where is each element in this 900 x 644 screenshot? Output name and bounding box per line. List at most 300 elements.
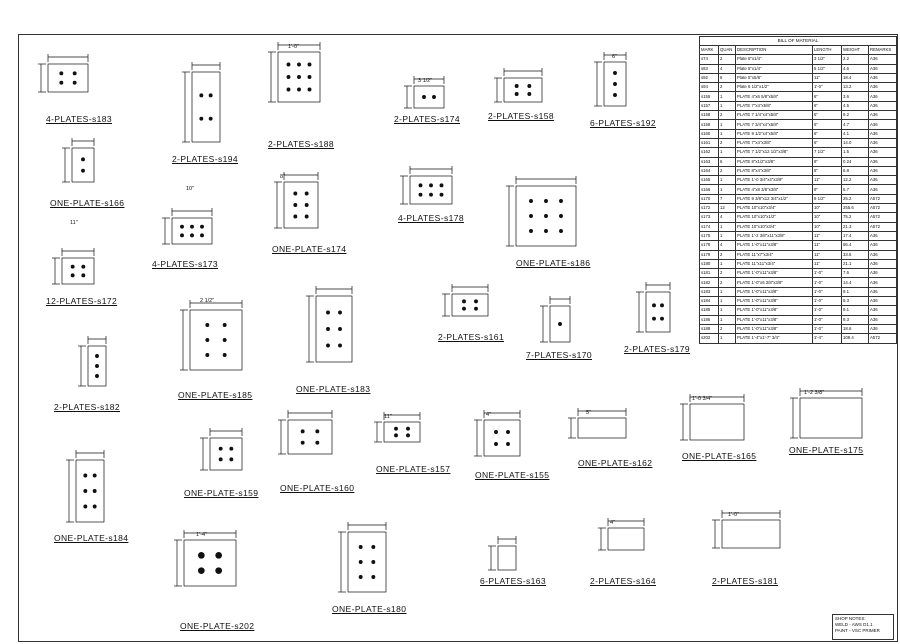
bom-cell: s157 <box>700 101 719 110</box>
bolt-hole <box>559 199 562 202</box>
bom-cell: s174 <box>700 222 719 231</box>
bolt-hole <box>71 265 74 268</box>
bolt-hole <box>180 225 183 228</box>
bolt-hole <box>297 75 300 78</box>
drawing-label: ONE-PLATE-s165 <box>682 451 757 461</box>
bolt-hole <box>223 323 226 326</box>
bolt-hole <box>60 72 63 75</box>
bolt-hole <box>206 353 209 356</box>
bom-cell: 1'-4" <box>813 334 842 343</box>
bom-cell: A36 <box>869 157 897 166</box>
drawing-label: ONE-PLATE-s160 <box>280 483 355 493</box>
bom-cell: s94 <box>700 83 719 92</box>
bolt-hole <box>528 92 531 95</box>
bom-cell: PLATE 1'-2 3/8"x11"x3/8" <box>736 231 813 240</box>
bom-cell: 7.6 <box>842 269 869 278</box>
bom-cell: 75.2 <box>842 213 869 222</box>
bom-cell: 4.6 <box>842 64 869 73</box>
plate-outline <box>722 520 780 548</box>
bom-cell: s182 <box>700 278 719 287</box>
bom-cell: 2 <box>719 278 736 287</box>
bom-cell: 2 <box>719 166 736 175</box>
drawing-label: ONE-PLATE-s162 <box>578 458 653 468</box>
drawing-label: 12-PLATES-s172 <box>46 296 118 306</box>
bom-cell: 1 <box>719 120 736 129</box>
bom-col-mark: MARK <box>700 46 719 55</box>
drawing-label: ONE-PLATE-s159 <box>184 488 259 498</box>
bolt-hole <box>429 193 432 196</box>
bom-cell: A36 <box>869 83 897 92</box>
bom-cell: s178 <box>700 241 719 250</box>
bom-cell: PLATE 9 3/8"x12 3/4"x1/2" <box>736 194 813 203</box>
bolt-hole <box>73 72 76 75</box>
bom-cell: 1'-0" <box>813 287 842 296</box>
plate-outline <box>192 72 220 142</box>
bom-cell: 3.6 <box>842 92 869 101</box>
bolt-hole <box>216 568 222 574</box>
plate-outline <box>410 176 452 204</box>
bom-cell: 13.2 <box>842 83 869 92</box>
bom-cell: 109.4 <box>842 334 869 343</box>
bom-col-length: LENGTH <box>813 46 842 55</box>
bolt-hole <box>297 63 300 66</box>
bom-cell: 5.7 <box>842 185 869 194</box>
bom-cell: 4.5 <box>842 101 869 110</box>
bom-cell: 11" <box>813 241 842 250</box>
bom-cell: 10" <box>813 213 842 222</box>
bom-cell: PLATE 10"x10"x3/4" <box>736 222 813 231</box>
bom-cell: 11" <box>813 250 842 259</box>
bom-cell: s172 <box>700 204 719 213</box>
bom-cell: PLATE 9 1/2"x4"x5/8" <box>736 129 813 138</box>
bom-cell: 1 <box>719 92 736 101</box>
bom-cell: 1 <box>719 231 736 240</box>
dimension-text: 1'-0" <box>288 44 299 50</box>
bom-cell: 4 <box>719 241 736 250</box>
bolt-hole <box>308 88 311 91</box>
bom-cell: PLATE 1'-0"x11"x3/8" <box>736 287 813 296</box>
bolt-hole <box>494 430 497 433</box>
bolt-hole <box>372 575 375 578</box>
bom-cell: A36 <box>869 176 897 185</box>
bolt-hole <box>440 184 443 187</box>
bolt-hole <box>613 71 616 74</box>
bolt-hole <box>429 184 432 187</box>
bom-cell: 17.4 <box>842 231 869 240</box>
bolt-hole <box>529 199 532 202</box>
bom-cell: s160 <box>700 129 719 138</box>
bom-cell: A36 <box>869 120 897 129</box>
bom-cell: 6 <box>719 157 736 166</box>
bom-cell: 4 <box>719 213 736 222</box>
bolt-hole <box>73 81 76 84</box>
dimension-text: 4" <box>610 520 616 526</box>
bom-cell: PLATE 11"x7"x3/4" <box>736 250 813 259</box>
bom-cell: s74 <box>700 55 719 64</box>
bolt-hole <box>544 199 547 202</box>
bolt-hole <box>372 545 375 548</box>
plate-outline <box>452 294 488 316</box>
bom-cell: s180 <box>700 259 719 268</box>
bom-cell: A36 <box>869 315 897 324</box>
bom-cell: 3 1/2" <box>813 55 842 64</box>
bom-cell: 9.2 <box>842 111 869 120</box>
bolt-hole <box>305 215 308 218</box>
bolt-hole <box>494 442 497 445</box>
bolt-hole <box>81 169 84 172</box>
drawing-label: 7-PLATES-s170 <box>526 350 592 360</box>
drawing-label: ONE-PLATE-s186 <box>516 258 591 268</box>
bom-cell: PLATE 10"x10"x3/4" <box>736 204 813 213</box>
bom-cell: 7 <box>719 194 736 203</box>
bolt-hole <box>338 327 341 330</box>
plate-outline <box>414 86 444 108</box>
bom-cell: PLATE 4"x8 3/8"x3/8" <box>736 185 813 194</box>
bom-cell: 6" <box>813 92 842 101</box>
bolt-hole <box>230 447 233 450</box>
bolt-hole <box>326 327 329 330</box>
bom-cell: 6" <box>813 111 842 120</box>
bom-cell: A36 <box>869 64 897 73</box>
bom-cell: 9 1/2" <box>813 194 842 203</box>
drawing-label: 6-PLATES-s192 <box>590 118 656 128</box>
bom-cell: s159 <box>700 120 719 129</box>
bolt-hole <box>506 430 509 433</box>
bom-cell: 8" <box>813 157 842 166</box>
bom-cell: 5 1/2" <box>813 64 842 73</box>
bom-cell: PLATE 11"x11"x3/4" <box>736 259 813 268</box>
bolt-hole <box>301 430 304 433</box>
bolt-hole <box>338 344 341 347</box>
bolt-hole <box>462 307 465 310</box>
bom-cell: 0.24 <box>842 157 869 166</box>
bolt-hole <box>294 192 297 195</box>
bom-cell: 2 <box>719 111 736 120</box>
bolt-hole <box>82 265 85 268</box>
bolt-hole <box>219 447 222 450</box>
bolt-hole <box>71 274 74 277</box>
bom-cell: PLATE 1'-0 3/4"x4"x3/8" <box>736 176 813 185</box>
shop-notes-weld: WELD - AWS D1.1 <box>835 622 873 627</box>
bolt-hole <box>206 338 209 341</box>
bolt-hole <box>200 234 203 237</box>
plate-outline <box>184 540 236 586</box>
drawing-label: 4-PLATES-s173 <box>152 259 218 269</box>
bolt-hole <box>216 552 222 558</box>
bom-cell: 1 <box>719 259 736 268</box>
bom-cell: 255.6 <box>842 204 869 213</box>
dimension-text: 1'-0" <box>728 512 739 518</box>
bom-cell: 1 <box>719 148 736 157</box>
bolt-hole <box>544 214 547 217</box>
bolt-hole <box>359 560 362 563</box>
bom-cell: 11" <box>813 73 842 82</box>
bolt-hole <box>529 229 532 232</box>
bolt-hole <box>81 158 84 161</box>
plate-outline <box>172 218 212 244</box>
bom-cell: 1 <box>719 129 736 138</box>
plate-outline <box>800 398 862 438</box>
bolt-hole <box>652 317 655 320</box>
dimension-text: 1'-4" <box>196 532 207 538</box>
dimension-text: 2 1/2" <box>200 298 215 304</box>
bom-cell: A36 <box>869 231 897 240</box>
plate-outline <box>288 420 332 454</box>
plate-outline <box>190 310 242 370</box>
drawing-label: ONE-PLATE-s174 <box>272 244 347 254</box>
bolt-hole <box>305 203 308 206</box>
drawing-label: ONE-PLATE-s202 <box>180 621 255 631</box>
shop-notes-paint: PAINT - VSC PRIMER <box>835 628 880 633</box>
bom-cell: s161 <box>700 138 719 147</box>
bom-cell: PLATE 1'-0"x11"x3/8" <box>736 241 813 250</box>
bolt-hole <box>219 458 222 461</box>
plate-outline <box>484 420 520 456</box>
drawing-label: ONE-PLATE-s183 <box>296 384 371 394</box>
bolt-hole <box>506 442 509 445</box>
bom-cell: A36 <box>869 250 897 259</box>
plate-outline <box>646 292 670 332</box>
bolt-hole <box>82 274 85 277</box>
bom-cell: 4 <box>719 64 736 73</box>
drawing-label: 2-PLATES-s174 <box>394 114 460 124</box>
bolt-hole <box>372 560 375 563</box>
bom-cell: 1'-0" <box>813 306 842 315</box>
drawing-label: 2-PLATES-s194 <box>172 154 238 164</box>
bom-cell: 11" <box>813 176 842 185</box>
bolt-hole <box>200 225 203 228</box>
bolt-hole <box>84 489 87 492</box>
bolt-hole <box>613 93 616 96</box>
drawing-label: ONE-PLATE-s155 <box>475 470 550 480</box>
bolt-hole <box>474 300 477 303</box>
bom-cell: 21.3 <box>842 222 869 231</box>
bolt-hole <box>419 184 422 187</box>
bolt-hole <box>338 311 341 314</box>
plate-outline <box>316 296 352 362</box>
bom-cell: 1'-0" <box>813 324 842 333</box>
bom-cell: Plate 6"x1/4" <box>736 55 813 64</box>
bom-cell: 9" <box>813 185 842 194</box>
drawing-label: ONE-PLATE-s175 <box>789 445 864 455</box>
drawing-label: 2-PLATES-s158 <box>488 111 554 121</box>
dimension-text: 6" <box>612 54 618 60</box>
bolt-hole <box>95 364 98 367</box>
bolt-hole <box>462 300 465 303</box>
bom-cell: A572 <box>869 334 897 343</box>
bom-cell: 2 <box>719 138 736 147</box>
plate-outline <box>72 148 94 182</box>
drawing-label: ONE-PLATE-s184 <box>54 533 129 543</box>
bom-cell: PLATE 1'-4"x1'-7" 3/4" <box>736 334 813 343</box>
plate-outline <box>504 78 542 102</box>
drawing-label: 2-PLATES-s179 <box>624 344 690 354</box>
plate-outline <box>690 404 744 440</box>
bom-cell: 1'-0" <box>813 83 842 92</box>
bom-col-description: DESCRIPTION <box>736 46 813 55</box>
bom-cell: 1 <box>719 185 736 194</box>
bolt-hole <box>305 192 308 195</box>
bom-cell: 2 <box>719 55 736 64</box>
plate-outline <box>210 438 242 470</box>
bom-cell: A572 <box>869 194 897 203</box>
bolt-hole <box>287 63 290 66</box>
bom-cell: 2 <box>719 250 736 259</box>
bom-cell: 1 <box>719 306 736 315</box>
bolt-hole <box>180 234 183 237</box>
bolt-hole <box>84 505 87 508</box>
bolt-hole <box>190 234 193 237</box>
drawing-label: 2-PLATES-s164 <box>590 576 656 586</box>
bom-cell: s181 <box>700 269 719 278</box>
bom-cell: PLATE 10"x10"x1/2" <box>736 213 813 222</box>
bom-cell: A36 <box>869 101 897 110</box>
shop-notes-title: SHOP NOTES: <box>835 616 866 621</box>
bom-cell: A36 <box>869 269 897 278</box>
bolt-hole <box>223 338 226 341</box>
bom-cell: 21.1 <box>842 259 869 268</box>
bolt-hole <box>394 427 397 430</box>
bolt-hole <box>93 505 96 508</box>
bolt-hole <box>652 304 655 307</box>
bom-cell: PLATE 1'-0"x11"x3/8" <box>736 315 813 324</box>
bolt-hole <box>200 117 203 120</box>
bom-cell: 1'-0" <box>813 315 842 324</box>
bom-cell: 1'-0" <box>813 269 842 278</box>
bom-cell: PLATE 1'-0"x11"x3/8" <box>736 269 813 278</box>
bom-cell: 1 <box>719 315 736 324</box>
bolt-hole <box>287 75 290 78</box>
bom-cell: Plate 5"x1/4" <box>736 64 813 73</box>
bolt-hole <box>559 214 562 217</box>
bom-cell: 9.3 <box>842 297 869 306</box>
drawing-label: 2-PLATES-s181 <box>712 576 778 586</box>
bom-cell: s202 <box>700 334 719 343</box>
bom-cell: 4.7 <box>842 120 869 129</box>
bolt-hole <box>406 427 409 430</box>
bolt-hole <box>60 81 63 84</box>
bom-cell: s173 <box>700 213 719 222</box>
bolt-hole <box>84 474 87 477</box>
plate-outline <box>578 418 626 438</box>
bom-cell: 1 <box>719 176 736 185</box>
bolt-hole <box>660 304 663 307</box>
bolt-hole <box>198 552 204 558</box>
bolt-hole <box>223 353 226 356</box>
bom-cell: PLATE 7"x4"x3/8" <box>736 138 813 147</box>
bom-cell: 11" <box>813 259 842 268</box>
drawing-label: 2-PLATES-s161 <box>438 332 504 342</box>
bom-title: BILL OF MATERIAL <box>699 36 897 45</box>
bom-cell: PLATE 7 3/4"x4"x5/8" <box>736 120 813 129</box>
drawing-label: 4-PLATES-s178 <box>398 213 464 223</box>
bolt-hole <box>406 434 409 437</box>
bolt-hole <box>308 63 311 66</box>
bom-cell: PLATE 1'-0"x11"x3/8" <box>736 324 813 333</box>
bom-cell: A36 <box>869 73 897 82</box>
bolt-hole <box>613 82 616 85</box>
bom-cell: 6" <box>813 101 842 110</box>
bom-cell: A36 <box>869 324 897 333</box>
bom-cell: 2 <box>719 324 736 333</box>
bom-cell: A36 <box>869 259 897 268</box>
bom-cell: s186 <box>700 315 719 324</box>
bom-cell: Plate 5"x5/8" <box>736 73 813 82</box>
bolt-hole <box>474 307 477 310</box>
drawing-label: 2-PLATES-s188 <box>268 139 334 149</box>
bom-cell: PLATE 1'-0"x6 3/8"x3/8" <box>736 278 813 287</box>
bom-col-weight: WEIGHT <box>842 46 869 55</box>
bom-cell: PLATE 4"x6 5/8"x5/8" <box>736 92 813 101</box>
bolt-hole <box>294 203 297 206</box>
bom-cell: 1.5 <box>842 148 869 157</box>
bolt-hole <box>297 88 300 91</box>
bolt-hole <box>515 92 518 95</box>
bom-cell: PLATE 1'-0"x11"x3/8" <box>736 306 813 315</box>
bom-cell: A36 <box>869 306 897 315</box>
bom-cell: 4.1 <box>842 129 869 138</box>
bom-cell: 2 <box>719 83 736 92</box>
bolt-hole <box>308 75 311 78</box>
bom-cell: s83 <box>700 64 719 73</box>
drawing-label: ONE-PLATE-s157 <box>376 464 451 474</box>
dimension-text: 1'-0 3/4" <box>692 396 713 402</box>
bolt-hole <box>206 323 209 326</box>
bom-cell: 11" <box>813 231 842 240</box>
bom-cell: 18.6 <box>842 324 869 333</box>
bom-cell: A572 <box>869 204 897 213</box>
bom-cell: 18.4 <box>842 73 869 82</box>
bolt-hole <box>198 568 204 574</box>
bom-cell: 9.1 <box>842 287 869 296</box>
bolt-hole <box>200 94 203 97</box>
bom-cell: 6" <box>813 138 842 147</box>
bom-cell: 7 1/2" <box>813 148 842 157</box>
drawing-label: ONE-PLATE-s185 <box>178 390 253 400</box>
bolt-hole <box>394 434 397 437</box>
bom-cell: 25.2 <box>842 194 869 203</box>
bom-cell: 14.0 <box>842 138 869 147</box>
bom-cell: A36 <box>869 297 897 306</box>
bolt-hole <box>359 545 362 548</box>
plate-outline <box>348 532 386 592</box>
plate-outline <box>498 546 516 570</box>
bom-cell: s188 <box>700 324 719 333</box>
bom-cell: 1 <box>719 287 736 296</box>
bom-cell: 6" <box>813 129 842 138</box>
bom-cell: 33.6 <box>842 250 869 259</box>
bom-cell: 1 <box>719 334 736 343</box>
bom-cell: PLATE 1'-0"x11"x3/8" <box>736 297 813 306</box>
bom-cell: A36 <box>869 166 897 175</box>
bom-cell: s185 <box>700 306 719 315</box>
bom-cell: 10" <box>813 222 842 231</box>
bolt-hole <box>230 458 233 461</box>
drawing-label: ONE-PLATE-s166 <box>50 198 125 208</box>
bolt-hole <box>660 317 663 320</box>
bom-cell: A36 <box>869 55 897 64</box>
plate-outline <box>608 528 644 550</box>
bom-cell: 6" <box>813 120 842 129</box>
bom-cell: A36 <box>869 241 897 250</box>
bom-cell: Plate 6 1/2"x1/2" <box>736 83 813 92</box>
bom-cell: 1'-0" <box>813 278 842 287</box>
bom-cell: 1 <box>719 297 736 306</box>
bolt-hole <box>326 311 329 314</box>
dimension-text: 5" <box>586 410 592 416</box>
bolt-hole <box>294 215 297 218</box>
bolt-hole <box>287 88 290 91</box>
